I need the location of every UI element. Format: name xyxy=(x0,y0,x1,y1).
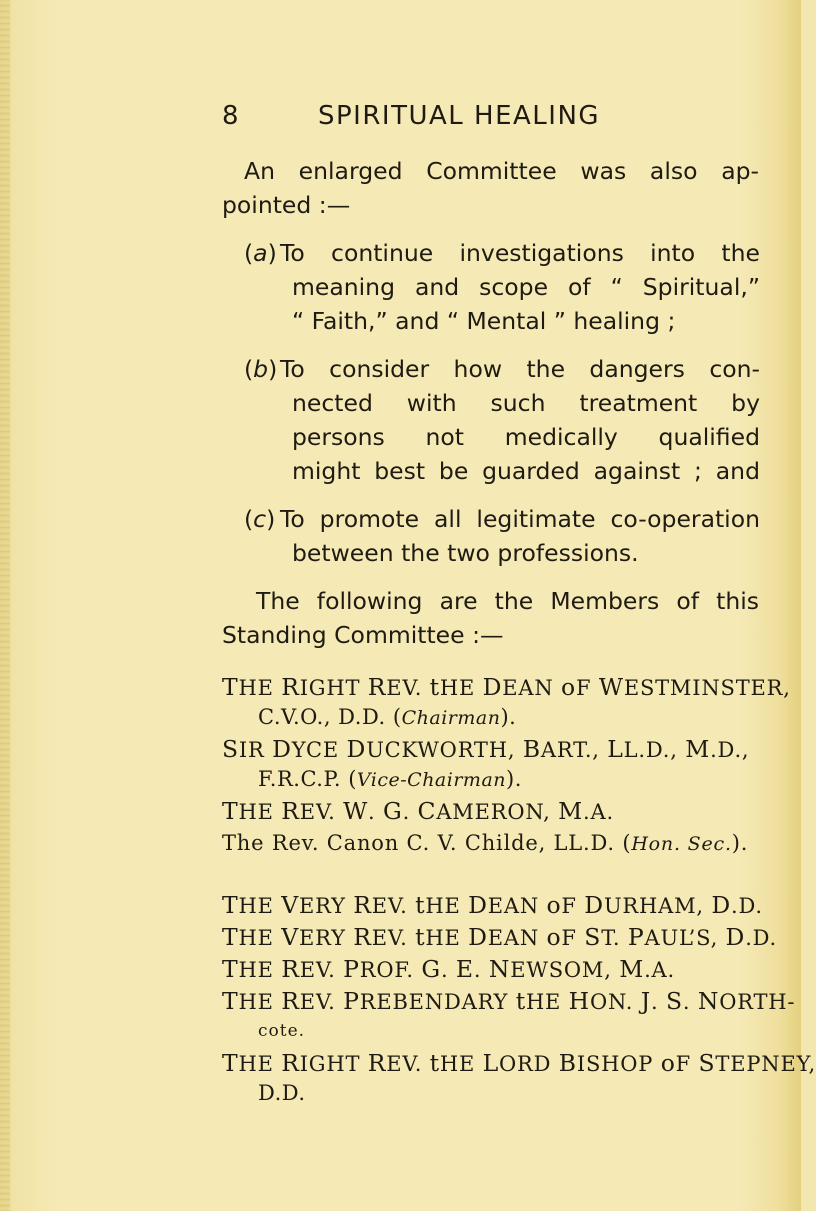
member-1-line-1: THE RIGHT REV. tHE DEAN oF WESTMINSTER, xyxy=(222,673,791,701)
member-8-line-1: THE REV. PREBENDARY tHE HON. J. S. NORTH- xyxy=(222,987,796,1015)
member-2-role: Vice-Chairman xyxy=(356,769,507,791)
page-number: 8 xyxy=(222,101,240,131)
member-9-line-2: D.D. xyxy=(258,1081,306,1105)
following-line-2: Standing Committee :— xyxy=(222,621,504,649)
item-b-line-1: To consider how the dangers con- xyxy=(280,355,760,383)
item-c-line-1: To promote all legitimate co-operation xyxy=(280,505,760,533)
item-b-line-3: persons not medically qualified xyxy=(292,423,760,451)
item-a-label: (a) xyxy=(244,239,277,267)
member-9-line-1: THE RIGHT REV. tHE LORD BISHOP oF STEPNEY, xyxy=(222,1049,816,1077)
item-a-line-1: To continue investigations into the xyxy=(280,239,760,267)
member-3: THE REV. W. G. CAMERON, M.A. xyxy=(222,797,614,825)
member-6: THE VERY REV. tHE DEAN oF ST. PAUL’S, D.D. xyxy=(222,923,778,951)
item-b-line-4: might best be guarded against ; and xyxy=(292,457,760,485)
item-c-line-2: between the two professions. xyxy=(292,539,639,567)
item-b-line-2: nected with such treatment by xyxy=(292,389,760,417)
item-a-line-2: meaning and scope of “ Spiritual,” xyxy=(292,273,760,301)
member-1-line-2: C.V.O., D.D. (Chairman). xyxy=(258,705,517,729)
page-title: SPIRITUAL HEALING xyxy=(318,101,601,131)
running-header xyxy=(222,101,762,141)
item-b-label: (b) xyxy=(244,355,278,383)
member-4-role: Hon. Sec. xyxy=(631,833,732,855)
member-5: THE VERY REV. tHE DEAN oF DURHAM, D.D. xyxy=(222,891,763,919)
intro-line-1: An enlarged Committee was also ap- xyxy=(244,157,759,185)
member-4-line-1: The Rev. Canon C. V. Childe, LL.D. (Hon. Sec.). xyxy=(222,831,749,855)
member-1-role: Chairman xyxy=(401,707,501,729)
intro-line-2: pointed :— xyxy=(222,191,351,219)
item-c-label: (c) xyxy=(244,505,276,533)
member-8-line-2: cote. xyxy=(258,1021,306,1041)
page-edge xyxy=(0,0,10,1211)
item-a-line-3: “ Faith,” and “ Mental ” healing ; xyxy=(292,307,676,335)
member-2-line-2: F.R.C.P. (Vice-Chairman). xyxy=(258,767,522,791)
member-7: THE REV. PROF. G. E. NEWSOM, M.A. xyxy=(222,955,675,983)
following-line-1: The following are the Members of this xyxy=(256,587,759,615)
member-2-line-1: SIR DYCE DUCKWORTH, BART., LL.D., M.D., xyxy=(222,735,750,763)
